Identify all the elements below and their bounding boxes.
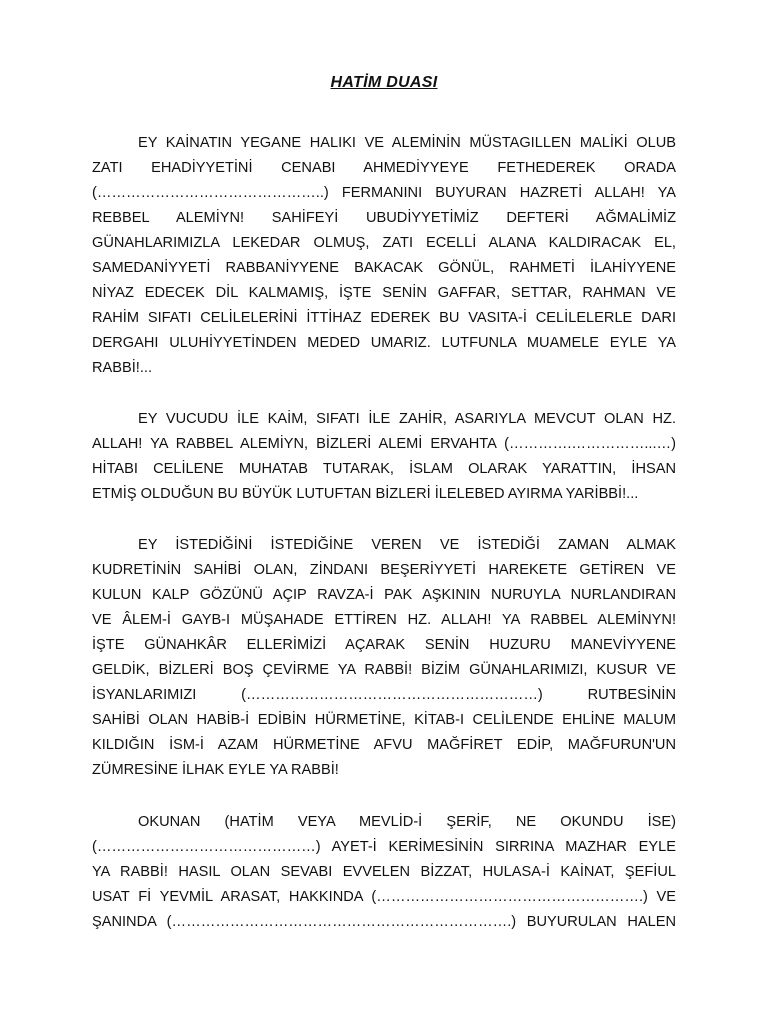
text-line: EY VUCUDU İLE KAİM, SIFATI İLE ZAHİR, ASARIYLA MEVCUT OLAN HZ. — [138, 411, 676, 427]
text-line: OKUNAN (HATİM VEYA MEVLİD-İ ŞERİF, NE OKUNDU İSE) — [138, 814, 676, 830]
text-line: YA RABBİ! HASIL OLAN SEVABI EVVELEN BİZZAT, HULASA-İ KAİNAT, ŞEFİUL — [92, 864, 676, 880]
text-line: KULUN KALP GÖZÜNÜ AÇIP RAVZA-İ PAK AŞKININ NURUYLA NURLANDIRAN — [92, 587, 676, 603]
text-line: NİYAZ EDECEK DİL KALMAMIŞ, İŞTE SENİN GAFFAR, SETTAR, RAHMAN VE — [92, 285, 676, 301]
text-line: SAHİBİ OLAN HABİB-İ EDİBİN HÜRMETİNE, KİTAB-I CELİLENDE EHLİNE MALUM — [92, 712, 676, 728]
text-line: GÜNAHLARIMIZLA LEKEDAR OLMUŞ, ZATI ECELLİ ALANA KALDIRACAK EL, — [92, 235, 676, 251]
text-line: RAHİM SIFATI CELİLELERİNİ İTTİHAZ EDEREK BU VASITA-İ CELİLELERLE DARI — [92, 310, 676, 326]
text-line: ETMİŞ OLDUĞUN BU BÜYÜK LUTUFTAN BİZLERİ İLELEBED AYIRMA YARİBBİ!... — [92, 486, 639, 502]
text-line: İSYANLARIMIZI (……………………………………………………) RUTBESİNİN — [92, 687, 676, 703]
text-line: VE ÂLEM-İ GAYB-I MÜŞAHADE ETTİREN HZ. ALLAH! YA RABBEL ALEMİNYN! — [92, 612, 676, 628]
text-line: RABBİ!... — [92, 360, 153, 376]
text-line: SAMEDANİYYETİ RABBANİYYENE BAKACAK GÖNÜL, RAHMETİ İLAHİYYENE — [92, 260, 676, 276]
text-line: REBBEL ALEMİYN! SAHİFEYİ UBUDİYYETİMİZ DEFTERİ AĞMALİMİZ — [92, 210, 676, 226]
text-line: ZÜMRESİNE İLHAK EYLE YA RABBİ! — [92, 762, 339, 778]
text-line: ŞANINDA (…………………………………………………………….) BUYURULAN HALEN — [92, 914, 676, 930]
text-line: DERGAHI ULUHİYYETİNDEN MEDED UMARIZ. LUTFUNLA MUAMELE EYLE YA — [92, 335, 676, 351]
text-line: İŞTE GÜNAHKÂR ELLERİMİZİ AÇARAK SENİN HUZURU MANEVİYYENE — [92, 637, 676, 653]
text-line: USAT Fİ YEVMİL ARASAT, HAKKINDA (……………………………………………….) VE — [92, 889, 676, 905]
document-title: HATİM DUASI — [330, 74, 438, 91]
text-line: (………………………………………..) FERMANINI BUYURAN HAZRETİ ALLAH! YA — [92, 185, 676, 201]
text-line: KILDIĞIN İSM-İ AZAM HÜRMETİNE AFVU MAĞFİRET EDİP, MAĞFURUN'UN — [92, 737, 676, 753]
text-line: EY İSTEDİĞİNİ İSTEDİĞİNE VEREN VE İSTEDİĞİ ZAMAN ALMAK — [138, 537, 676, 553]
text-line: (………………………………………) AYET-İ KERİMESİNİN SIRRINA MAZHAR EYLE — [92, 839, 676, 855]
text-line: ZATI EHADİYYETİNİ CENABI AHMEDİYYEYE FETHEDEREK ORADA — [92, 160, 676, 176]
text-line: GELDİK, BİZLERİ BOŞ ÇEVİRME YA RABBİ! BİZİM GÜNAHLARIMIZI, KUSUR VE — [92, 662, 676, 678]
text-line: EY KAİNATIN YEGANE HALIKI VE ALEMİNİN MÜSTAGILLEN MALİKİ OLUB — [138, 135, 676, 151]
text-line: HİTABI CELİLENE MUHATAB TUTARAK, İSLAM OLARAK YARATTIN, İHSAN — [92, 461, 676, 477]
text-line: ALLAH! YA RABBEL ALEMİYN, BİZLERİ ALEMİ ERVAHTA (………….……………...…) — [92, 436, 676, 452]
text-line: KUDRETİNİN SAHİBİ OLAN, ZİNDANI BEŞERİYYETİ HAREKETE GETİREN VE — [92, 562, 676, 578]
